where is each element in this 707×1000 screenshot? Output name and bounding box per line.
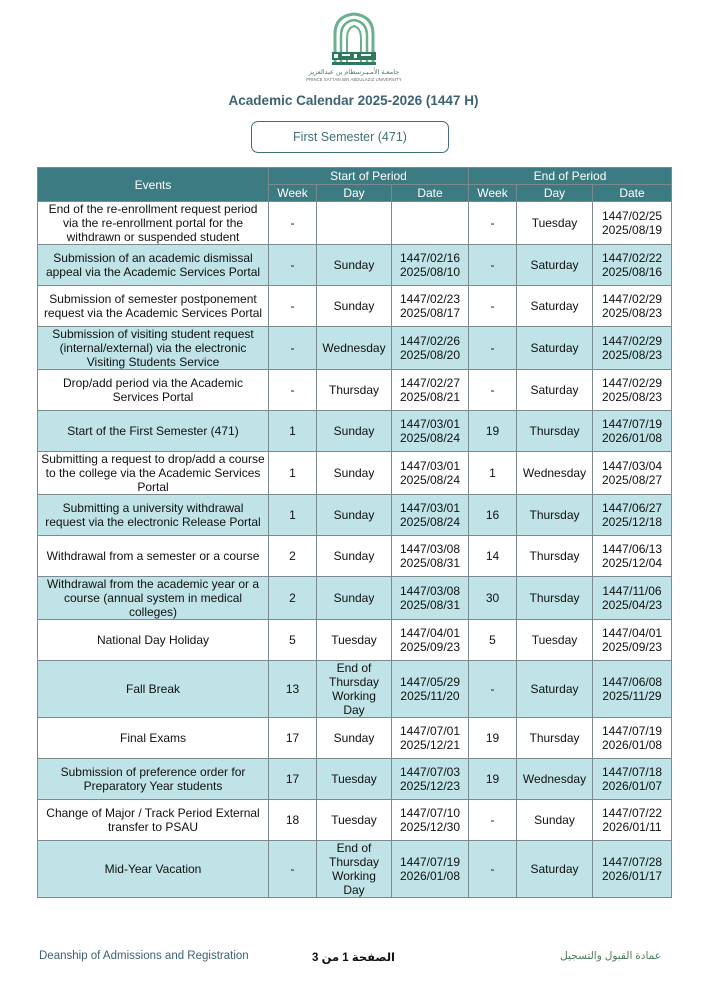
start-date-cell	[392, 800, 469, 841]
start-day-cell: Sunday	[317, 718, 392, 759]
end-week-cell: 16	[469, 495, 517, 536]
start-date-hijri: 1447/03/01	[399, 501, 461, 515]
start-week-cell: 2	[269, 577, 317, 620]
start-date-cell	[392, 452, 469, 495]
header-end-day: Day	[517, 185, 593, 202]
end-date-hijri: 1447/06/27	[601, 501, 663, 515]
header-start-week: Week	[269, 185, 317, 202]
header-start-period: Start of Period	[269, 168, 469, 185]
end-date-hijri: 1447/07/28	[601, 855, 663, 869]
end-date-gregorian: 2025/04/23	[601, 598, 663, 612]
start-date-gregorian: 2025/08/20	[399, 348, 461, 362]
event-cell: Withdrawal from a semester or a course	[38, 536, 269, 577]
start-date-gregorian: 2025/08/24	[399, 431, 461, 445]
end-date-hijri: 1447/02/25	[601, 209, 663, 223]
start-date-cell	[392, 327, 469, 370]
start-day-cell: Thursday	[317, 370, 392, 411]
table-row	[38, 327, 672, 370]
end-date-hijri: 1447/07/19	[601, 417, 663, 431]
table-row	[38, 286, 672, 327]
start-date-hijri: 1447/07/03	[399, 765, 461, 779]
start-date-hijri: 1447/03/01	[399, 459, 461, 473]
end-date-gregorian: 2025/08/27	[601, 473, 663, 487]
end-date-cell	[593, 759, 672, 800]
end-day-cell: Saturday	[517, 661, 593, 718]
start-date-cell	[392, 620, 469, 661]
start-date-cell	[392, 370, 469, 411]
end-date-hijri: 1447/04/01	[601, 626, 663, 640]
start-week-cell: -	[269, 327, 317, 370]
event-cell: National Day Holiday	[38, 620, 269, 661]
end-date-cell	[593, 245, 672, 286]
end-date-cell	[593, 370, 672, 411]
end-date-cell	[593, 327, 672, 370]
start-day-cell: Sunday	[317, 245, 392, 286]
end-date-hijri: 1447/02/29	[601, 292, 663, 306]
header-events: Events	[38, 168, 269, 202]
end-date-gregorian: 2025/12/04	[601, 556, 663, 570]
table-row	[38, 661, 672, 718]
end-day-cell: Saturday	[517, 286, 593, 327]
start-date-cell	[392, 718, 469, 759]
footer-deanship-arabic: عمادة القبول والتسجيل	[560, 950, 661, 962]
table-row	[38, 841, 672, 898]
end-day-cell: Saturday	[517, 245, 593, 286]
end-date-cell	[593, 286, 672, 327]
end-week-cell: -	[469, 327, 517, 370]
end-day-cell: Wednesday	[517, 452, 593, 495]
start-day-cell: End of Thursday Working Day	[317, 661, 392, 718]
start-date-gregorian: 2025/08/17	[399, 306, 461, 320]
end-date-hijri: 1447/06/13	[601, 542, 663, 556]
end-day-cell: Saturday	[517, 327, 593, 370]
end-date-hijri: 1447/11/06	[602, 584, 662, 598]
event-cell: Submitting a request to drop/add a course to the college via the Academic Services Portal	[38, 452, 269, 495]
table-row	[38, 800, 672, 841]
header-start-date: Date	[392, 185, 469, 202]
end-week-cell: 5	[469, 620, 517, 661]
end-date-cell	[593, 661, 672, 718]
start-date-cell	[392, 841, 469, 898]
start-date-gregorian: 2025/12/30	[399, 820, 461, 834]
page-title: Academic Calendar 2025-2026 (1447 H)	[228, 93, 479, 108]
end-day-cell: Tuesday	[517, 620, 593, 661]
table-row	[38, 536, 672, 577]
end-date-gregorian: 2025/08/19	[601, 223, 663, 237]
header-end-week: Week	[469, 185, 517, 202]
event-cell: Submission of an academic dismissal appeal via the Academic Services Portal	[38, 245, 269, 286]
event-cell: Submission of preference order for Preparatory Year students	[38, 759, 269, 800]
start-date-cell	[392, 661, 469, 718]
table-row	[38, 411, 672, 452]
start-week-cell: 18	[269, 800, 317, 841]
header-start-day: Day	[317, 185, 392, 202]
event-cell: Drop/add period via the Academic Services Portal	[38, 370, 269, 411]
start-date-gregorian: 2025/08/10	[399, 265, 461, 279]
start-day-cell: Sunday	[317, 411, 392, 452]
end-week-cell: 1	[469, 452, 517, 495]
start-week-cell: -	[269, 245, 317, 286]
start-week-cell: 2	[269, 536, 317, 577]
end-day-cell: Thursday	[517, 577, 593, 620]
logo-english-name: PRINCE SATTAM BIN ABDULAZIZ UNIVERSITY	[306, 77, 402, 82]
start-week-cell: 13	[269, 661, 317, 718]
start-week-cell: 17	[269, 718, 317, 759]
event-cell: Submission of semester postponement request via the Academic Services Portal	[38, 286, 269, 327]
start-day-cell: Sunday	[317, 495, 392, 536]
table-row	[38, 370, 672, 411]
end-date-cell	[593, 577, 672, 620]
start-day-cell: Wednesday	[317, 327, 392, 370]
end-week-cell: 19	[469, 411, 517, 452]
end-date-gregorian: 2025/08/16	[601, 265, 663, 279]
start-date-hijri: 1447/07/19	[399, 855, 461, 869]
start-day-cell: End of Thursday Working Day	[317, 841, 392, 898]
start-week-cell: 5	[269, 620, 317, 661]
end-date-gregorian: 2026/01/08	[601, 738, 663, 752]
start-date-hijri: 1447/07/10	[399, 806, 461, 820]
end-day-cell: Thursday	[517, 536, 593, 577]
end-date-gregorian: 2026/01/11	[602, 820, 662, 834]
start-week-cell: -	[269, 370, 317, 411]
end-week-cell: 19	[469, 718, 517, 759]
end-date-hijri: 1447/06/08	[601, 675, 663, 689]
table-row	[38, 245, 672, 286]
end-date-gregorian: 2025/11/29	[602, 689, 662, 703]
end-day-cell: Wednesday	[517, 759, 593, 800]
end-date-cell	[593, 620, 672, 661]
end-day-cell: Thursday	[517, 718, 593, 759]
end-date-hijri: 1447/07/18	[601, 765, 663, 779]
university-logo	[303, 12, 405, 90]
end-date-cell	[593, 202, 672, 245]
start-week-cell: 17	[269, 759, 317, 800]
start-week-cell: 1	[269, 452, 317, 495]
event-cell: Start of the First Semester (471)	[38, 411, 269, 452]
end-date-gregorian: 2026/01/17	[601, 869, 663, 883]
end-date-cell	[593, 800, 672, 841]
footer-page-number: الصفحة 1 من 3	[312, 952, 395, 964]
start-day-cell: Sunday	[317, 536, 392, 577]
table-row	[38, 202, 672, 245]
end-date-cell	[593, 411, 672, 452]
start-day-cell: Tuesday	[317, 759, 392, 800]
end-day-cell: Thursday	[517, 495, 593, 536]
start-date-gregorian: 2025/09/23	[399, 640, 461, 654]
end-date-gregorian: 2025/09/23	[601, 640, 663, 654]
table-row	[38, 577, 672, 620]
start-week-cell: 1	[269, 411, 317, 452]
event-cell: Withdrawal from the academic year or a course (annual system in medical colleges)	[38, 577, 269, 620]
event-cell: Change of Major / Track Period External transfer to PSAU	[38, 800, 269, 841]
start-date-gregorian: 2025/08/31	[399, 598, 461, 612]
end-week-cell: -	[469, 202, 517, 245]
start-date-gregorian: 2025/11/20	[400, 689, 460, 703]
event-cell: End of the re-enrollment request period via the re-enrollment portal for the withdrawn or suspended student	[38, 202, 269, 245]
start-day-cell: Sunday	[317, 452, 392, 495]
end-week-cell: -	[469, 245, 517, 286]
end-date-gregorian: 2025/08/23	[601, 390, 663, 404]
event-cell: Submission of visiting student request (internal/external) via the electronic Visiting Students Service	[38, 327, 269, 370]
end-week-cell: -	[469, 841, 517, 898]
start-date-gregorian: 2025/08/21	[399, 390, 461, 404]
start-day-cell: Sunday	[317, 286, 392, 327]
start-day-cell: Sunday	[317, 577, 392, 620]
event-cell: Fall Break	[38, 661, 269, 718]
logo-arabic-name: جامعـة الأمـيـرسطام بن عبدالعزيز	[308, 69, 400, 76]
end-date-hijri: 1447/02/29	[601, 376, 663, 390]
table-row	[38, 495, 672, 536]
end-date-cell	[593, 495, 672, 536]
start-date-cell	[392, 202, 469, 245]
event-cell: Final Exams	[38, 718, 269, 759]
start-day-cell	[317, 202, 392, 245]
start-date-hijri: 1447/07/01	[399, 724, 461, 738]
start-date-hijri: 1447/02/27	[399, 376, 461, 390]
start-date-hijri: 1447/03/01	[399, 417, 461, 431]
start-date-gregorian: 2025/08/24	[399, 473, 461, 487]
table-row	[38, 620, 672, 661]
start-date-hijri: 1447/03/08	[399, 542, 461, 556]
start-date-cell	[392, 577, 469, 620]
start-date-hijri: 1447/02/26	[399, 334, 461, 348]
semester-label: First Semester (471)	[251, 121, 449, 153]
table-body	[38, 202, 672, 898]
end-date-cell	[593, 718, 672, 759]
end-date-gregorian: 2026/01/08	[601, 431, 663, 445]
start-date-hijri: 1447/05/29	[399, 675, 461, 689]
end-week-cell: 19	[469, 759, 517, 800]
start-date-hijri: 1447/03/08	[399, 584, 461, 598]
footer-deanship: Deanship of Admissions and Registration	[39, 950, 249, 962]
end-week-cell: 14	[469, 536, 517, 577]
end-week-cell: -	[469, 800, 517, 841]
end-date-hijri: 1447/02/22	[601, 251, 663, 265]
end-date-gregorian: 2026/01/07	[601, 779, 663, 793]
table-row	[38, 718, 672, 759]
end-day-cell: Thursday	[517, 411, 593, 452]
end-date-cell	[593, 841, 672, 898]
start-date-gregorian: 2025/08/24	[399, 515, 461, 529]
end-date-hijri: 1447/07/22	[601, 806, 663, 820]
end-date-gregorian: 2025/12/18	[601, 515, 663, 529]
end-date-hijri: 1447/02/29	[601, 334, 663, 348]
end-day-cell: Saturday	[517, 370, 593, 411]
start-date-hijri: 1447/02/16	[399, 251, 461, 265]
end-date-hijri: 1447/03/04	[601, 459, 663, 473]
end-day-cell: Tuesday	[517, 202, 593, 245]
start-date-cell	[392, 411, 469, 452]
start-week-cell: 1	[269, 495, 317, 536]
end-week-cell: -	[469, 370, 517, 411]
academic-calendar-table	[37, 167, 672, 898]
event-cell: Mid-Year Vacation	[38, 841, 269, 898]
end-week-cell: -	[469, 286, 517, 327]
table-row	[38, 452, 672, 495]
header-end-date: Date	[593, 185, 672, 202]
start-week-cell: -	[269, 286, 317, 327]
end-date-gregorian: 2025/08/23	[601, 348, 663, 362]
end-date-cell	[593, 452, 672, 495]
start-date-gregorian: 2025/08/31	[399, 556, 461, 570]
event-cell: Submitting a university withdrawal request via the electronic Release Portal	[38, 495, 269, 536]
end-date-gregorian: 2025/08/23	[601, 306, 663, 320]
end-week-cell: -	[469, 661, 517, 718]
start-day-cell: Tuesday	[317, 800, 392, 841]
start-date-gregorian: 2025/12/23	[399, 779, 461, 793]
end-date-hijri: 1447/07/19	[601, 724, 663, 738]
start-date-cell	[392, 536, 469, 577]
start-week-cell: -	[269, 202, 317, 245]
start-date-gregorian: 2025/12/21	[399, 738, 461, 752]
start-date-cell	[392, 245, 469, 286]
start-day-cell: Tuesday	[317, 620, 392, 661]
header-end-period: End of Period	[469, 168, 672, 185]
start-date-cell	[392, 286, 469, 327]
table-row	[38, 759, 672, 800]
start-week-cell: -	[269, 841, 317, 898]
start-date-gregorian: 2026/01/08	[399, 869, 461, 883]
end-week-cell: 30	[469, 577, 517, 620]
start-date-hijri: 1447/02/23	[399, 292, 461, 306]
start-date-hijri: 1447/04/01	[399, 626, 461, 640]
end-day-cell: Saturday	[517, 841, 593, 898]
end-day-cell: Sunday	[517, 800, 593, 841]
start-date-cell	[392, 759, 469, 800]
start-date-cell	[392, 495, 469, 536]
end-date-cell	[593, 536, 672, 577]
psau-arch-logo-icon	[331, 12, 377, 68]
